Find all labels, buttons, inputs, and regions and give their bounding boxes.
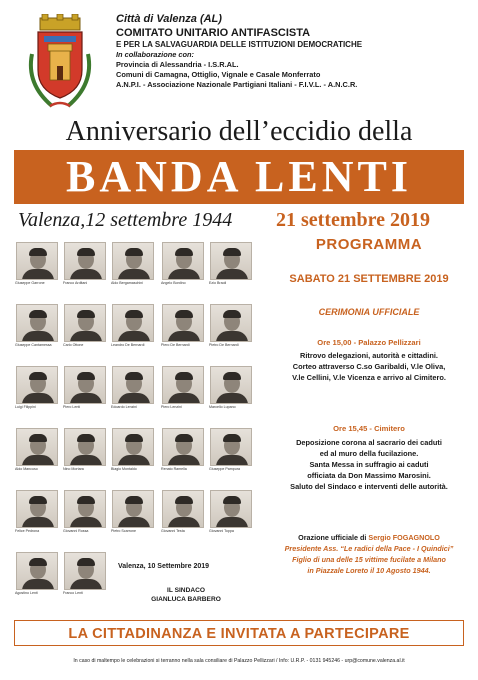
oration-block [262, 532, 476, 576]
portrait-caption: Piero Lenzini [161, 405, 182, 409]
collaboration-line-3: A.N.P.I. - Associazione Nazionale Partigiani Italiani - F.I.V.L. - A.N.C.R. [116, 80, 358, 89]
portrait-photo [16, 304, 58, 342]
portrait-photo [64, 366, 106, 404]
portrait-caption: Angelo Bordino [161, 281, 186, 285]
slot-1-line: Corteo attraverso C.so Garibaldi, V.le Oliva, [292, 362, 446, 371]
portrait-photo [210, 242, 252, 280]
victim-portrait [210, 242, 252, 288]
portrait-photo [210, 366, 252, 404]
portrait-photo [16, 428, 58, 466]
portrait-photo [162, 490, 204, 528]
portrait-photo [16, 490, 58, 528]
portrait-photo [16, 242, 58, 280]
victim-portrait [64, 242, 106, 288]
slot-2-body [264, 437, 474, 492]
victim-portrait [112, 242, 154, 288]
portrait-photo [210, 490, 252, 528]
victim-portrait [162, 304, 204, 350]
victim-portrait [64, 428, 106, 474]
portrait-caption: Felice Pedrona [15, 529, 40, 533]
victim-portrait [210, 304, 252, 350]
portrait-caption: Edoardo Lenzini [111, 405, 137, 409]
victim-portrait [64, 552, 106, 598]
portrait-photo [112, 242, 154, 280]
portrait-caption: Leandro De Bernardi [111, 343, 145, 347]
portrait-caption: Piero De Bernardi [161, 343, 190, 347]
portrait-caption: Ezio Braoli [209, 281, 227, 285]
oration-speaker [262, 532, 476, 543]
portrait-photo [162, 366, 204, 404]
portrait-photo [112, 366, 154, 404]
program-day: SABATO 21 SETTEMBRE 2019 [289, 273, 449, 285]
portrait-photo [162, 242, 204, 280]
portrait-caption: Giovanni Testa [161, 529, 185, 533]
portrait-photo [16, 552, 58, 590]
victim-portrait [162, 242, 204, 288]
mayor-signature-box [112, 562, 260, 616]
victim-portrait [16, 428, 58, 474]
victim-portrait [112, 428, 154, 474]
portrait-caption: Pietro Scarrone [111, 529, 136, 533]
portrait-photo [162, 428, 204, 466]
portrait-caption: Aldo Mancuso [15, 467, 38, 471]
committee-name: COMITATO UNITARIO ANTIFASCISTA [116, 27, 311, 39]
portrait-caption: Marcello Lupano [209, 405, 236, 409]
invitation-box [14, 620, 464, 646]
portrait-photo [64, 490, 106, 528]
ceremony-heading: CERIMONIA UFFICIALE [318, 307, 420, 317]
portrait-photo [210, 428, 252, 466]
portrait-caption: Giuseppe Pampura [209, 467, 240, 471]
victim-portrait [162, 490, 204, 536]
victim-portrait [16, 366, 58, 412]
oration-name: Sergio FOGAGNOLO [368, 533, 440, 542]
portrait-caption: Biagio Montaldo [111, 467, 137, 471]
portrait-photo [162, 304, 204, 342]
city-name: Città di Valenza (AL) [116, 13, 222, 25]
portrait-caption: Aldo Bergamaschini [111, 281, 143, 285]
portrait-photo [210, 304, 252, 342]
city-crest-icon [22, 14, 98, 112]
portrait-caption: Giuseppe Cantamessa [15, 343, 52, 347]
portrait-photo [16, 366, 58, 404]
mayor-name: GIANLUCA BARBERO [151, 596, 221, 603]
slot-2-heading: Ore 15,45 - Cimitero [333, 424, 405, 433]
mayor-title: IL SINDACO [167, 587, 205, 594]
slot-2-line: officiata da Don Massimo Marosini. [307, 471, 431, 480]
oration-line: in Piazzale Loreto il 10 Agosto 1944. [307, 566, 431, 575]
victim-portrait [16, 552, 58, 598]
portrait-caption: Franco Arditani [63, 281, 88, 285]
slot-1-body [264, 350, 474, 383]
portrait-caption: Giovanni Toppa [209, 529, 234, 533]
slot-2-line: ed al muro della fucilazione. [319, 449, 419, 458]
portrait-caption: Pietro De Bernardi [209, 343, 239, 347]
slot-1-heading: Ore 15,00 - Palazzo Pellizzari [317, 338, 421, 347]
victim-portrait [112, 366, 154, 412]
victim-portrait [210, 490, 252, 536]
victim-portrait [64, 304, 106, 350]
victim-portrait [162, 366, 204, 412]
portrait-photo [112, 490, 154, 528]
victim-portrait [16, 242, 58, 288]
portrait-photo [64, 552, 106, 590]
portrait-caption: Nino Mortara [63, 467, 84, 471]
committee-subtitle: E PER LA SALVAGUARDIA DELLE ISTITUZIONI DEMOCRATICHE [116, 40, 363, 49]
signature-date: Valenza, 10 Settembre 2019 [118, 563, 210, 570]
victim-portrait [162, 428, 204, 474]
header-block [116, 12, 466, 90]
victim-portrait [16, 490, 58, 536]
slot-1-line: V.le Cellini, V.le Vicenza e arrivo al Cimitero. [292, 373, 446, 382]
oration-line: Figlio di una delle 15 vittime fucilate a Milano [292, 555, 446, 564]
slot-1-line: Ritrovo delegazioni, autorità e cittadini. [300, 351, 438, 360]
event-date: Valenza,12 settembre 1944 [18, 209, 233, 231]
portrait-caption: Agostino Lenti [15, 591, 38, 595]
portrait-photo [112, 428, 154, 466]
collaboration-line-1: Provincia di Alessandria - I.S.R.AL. [116, 60, 239, 69]
portrait-caption: Franco Lenti [63, 591, 83, 595]
footer-note: In caso di maltempo le celebrazioni si terranno nella sala consiliare di Palazzo Pellizzari / Info: U.R.P. - 0131 945246 - urp@comune.valenza.al.it [73, 658, 405, 664]
collaboration-line-2: Comuni di Camagna, Ottiglio, Vignale e Casale Monferrato [116, 70, 321, 79]
portrait-caption: Piero Lenti [63, 405, 81, 409]
portrait-caption: Giovanni Rossa [63, 529, 89, 533]
victim-portrait [210, 366, 252, 412]
portrait-photo [64, 242, 106, 280]
banner-title: BANDA LENTI [66, 152, 412, 201]
portrait-photo [64, 304, 106, 342]
portrait-caption: Luigi Filippini [15, 405, 36, 409]
anniversary-heading: Anniversario dell’eccidio della [65, 116, 413, 147]
victim-portrait [16, 304, 58, 350]
slot-2-line: Santa Messa in suffragio ai caduti [309, 460, 429, 469]
slot-2-line: Saluto del Sindaco e interventi delle autorità. [290, 482, 448, 491]
victim-portrait [64, 490, 106, 536]
program-title: PROGRAMMA [315, 236, 423, 253]
collaboration-label: In collaborazione con: [116, 50, 195, 59]
oration-line: Presidente Ass. “Le radici della Pace - I Quindici” [284, 544, 454, 553]
victim-portrait [64, 366, 106, 412]
portrait-photo [64, 428, 106, 466]
victim-portrait [112, 490, 154, 536]
invitation-text: LA CITTADINANZA E INVITATA A PARTECIPARE [68, 626, 410, 642]
oration-prefix: Orazione ufficiale di [298, 533, 369, 542]
portrait-caption: Carlo Ottone [63, 343, 84, 347]
slot-2-line: Deposizione corona al sacrario dei caduti [296, 438, 442, 447]
commemoration-date: 21 settembre 2019 [276, 209, 431, 231]
victim-portrait [112, 304, 154, 350]
portrait-photo [112, 304, 154, 342]
portrait-caption: Renato Ramella [161, 467, 187, 471]
title-banner [14, 150, 464, 204]
victim-portrait [210, 428, 252, 474]
portrait-caption: Giuseppe Garrone [15, 281, 45, 285]
